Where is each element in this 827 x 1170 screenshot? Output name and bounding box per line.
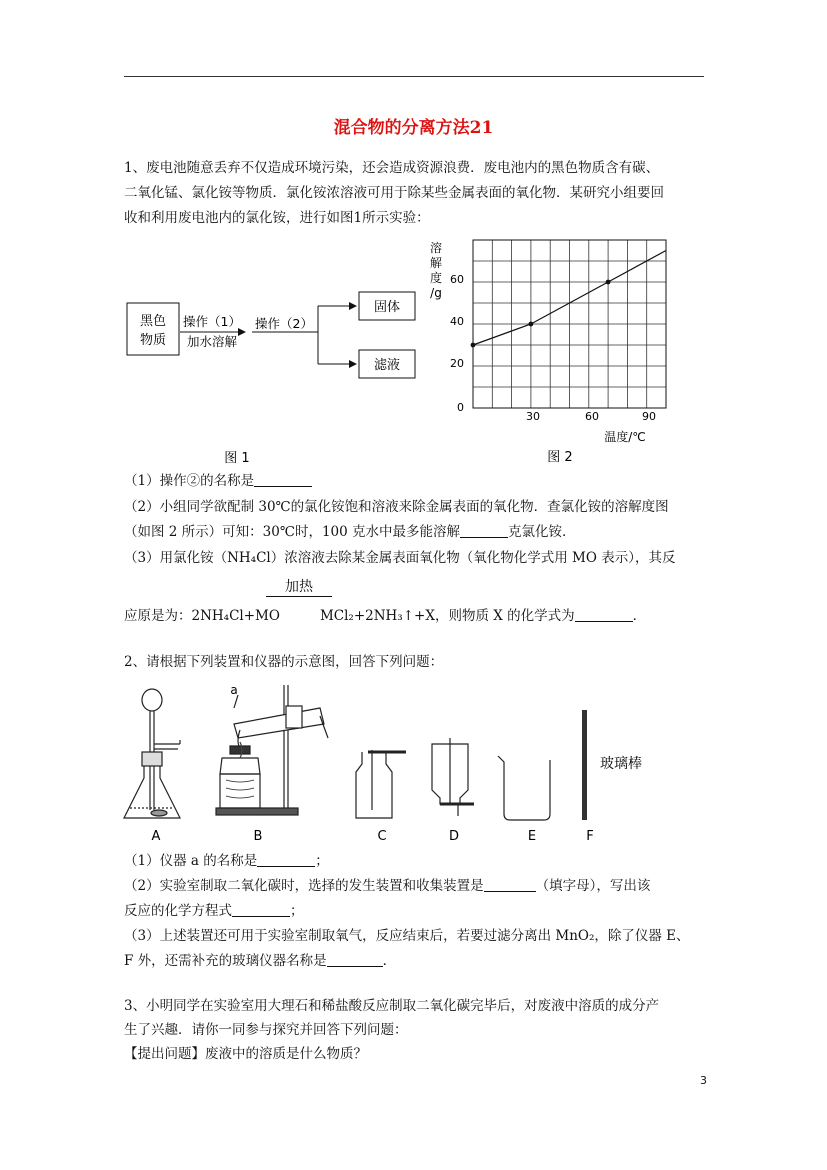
q2-sub1-text: （1）仪器 a 的名称是: [124, 853, 258, 869]
q1-sub3-line2: [124, 606, 646, 626]
answer-blank[interactable]: [327, 952, 383, 967]
label-b-letter: B: [253, 829, 263, 844]
q2-sub2-text-b: （填字母），写出该: [535, 878, 651, 894]
q3-line-2: 生了兴趣．请你一同参与探究并回答下列问题：: [124, 1022, 408, 1038]
q2-sub2-line1: [124, 876, 650, 896]
q1-sub2-line1: （2）小组同学欲配制 30℃的氯化铵饱和溶液来除金属表面的氧化物．查氯化铵的溶解度图: [124, 499, 669, 515]
label-f-letter: F: [586, 829, 594, 844]
op2-label: 操作（2）: [255, 316, 313, 331]
q2-sub3-line1: （3）上述装置还可用于实验室制取氧气，反应结束后，若要过滤分离出 MnO₂，除了仪器 E、: [124, 928, 690, 944]
q2-intro: 2、请根据下列装置和仪器的示意图，回答下列问题：: [124, 654, 444, 670]
apparatus-e: [498, 756, 550, 820]
q3-line-1: 3、小明同学在实验室用大理石和稀盐酸反应制取二氧化碳完毕后，对废液中溶质的成分产: [124, 998, 660, 1014]
apparatus-b: [216, 685, 328, 815]
q1-sub1: [124, 471, 312, 491]
apparatus-c: [356, 750, 406, 818]
y-label-char-3: 度: [429, 271, 443, 285]
y-tick-40: 40: [450, 315, 464, 328]
heat-condition: 加热: [266, 578, 332, 597]
y-tick-20: 20: [450, 357, 464, 370]
q1-sub3-line1: （3）用氯化铵（NH₄Cl）浓溶液去除某金属表面氧化物（氧化物化学式用 MO 表示），其反: [124, 550, 676, 566]
answer-blank[interactable]: [232, 902, 290, 917]
y-label-char-1: 溶: [429, 241, 443, 255]
q2-sub2-line2: [124, 901, 304, 921]
answer-blank[interactable]: [257, 852, 315, 867]
x-axis-label: 温度/℃: [604, 430, 646, 444]
op1-label: 操作（1）: [183, 314, 241, 329]
answer-blank[interactable]: [254, 472, 312, 487]
solid-label: 固体: [373, 300, 401, 315]
curve-point: [471, 343, 476, 348]
black-matter-label-2: 物质: [139, 333, 167, 348]
q2-sub2-text-a: （2）实验室制取二氧化碳时，选择的发生装置和收集装置是: [124, 878, 484, 894]
x-tick-30: 30: [526, 410, 540, 423]
q1-sub1-text: （1）操作②的名称是: [124, 473, 255, 489]
curve-point: [529, 322, 534, 327]
q1-sub2-text-a: （如图 2 所示）可知：30℃时，100 克水中最多能溶解: [124, 524, 461, 540]
page-number: 3: [700, 1074, 707, 1087]
q3-line-3: 【提出问题】废液中的溶质是什么物质？: [124, 1046, 367, 1062]
answer-blank[interactable]: [484, 877, 536, 892]
flow-diagram: [120, 280, 420, 470]
label-c-letter: C: [377, 829, 387, 844]
answer-blank[interactable]: [460, 523, 508, 538]
x-tick-60: 60: [585, 410, 599, 423]
q2-sub3-line2: [124, 951, 396, 971]
q2-sub2-end: ；: [290, 903, 304, 919]
y-tick-0: 0: [457, 401, 464, 414]
x-tick-90: 90: [642, 410, 656, 423]
q2-sub2-text-c: 反应的化学方程式: [124, 903, 232, 919]
label-a-letter: A: [151, 829, 161, 844]
label-e-letter: E: [527, 829, 537, 844]
q1-intro-line-2: 二氧化锰、氯化铵等物质．氯化铵浓溶液可用于除某些金属表面的氧化物．某研究小组要回: [124, 185, 664, 201]
apparatus-a: [124, 689, 180, 818]
q1-intro-line-1: 1、废电池随意丢弃不仅造成环境污染，还会造成资源浪费．废电池内的黑色物质含有碳、: [124, 160, 660, 176]
filtrate-label: 滤液: [373, 358, 401, 373]
q1-sub3-text-a: 应原是为：2NH₄Cl+MO: [124, 608, 280, 624]
answer-blank[interactable]: [575, 607, 633, 622]
solubility-graph: [420, 234, 680, 474]
figure-1-caption: 图 1: [224, 451, 250, 466]
curve-points: [471, 280, 611, 348]
label-d-letter: D: [448, 829, 460, 844]
page-title: 混合物的分离方法21: [333, 118, 494, 138]
instrument-a-label: a: [230, 683, 238, 697]
q2-sub3-text: F 外，还需补充的玻璃仪器名称是: [124, 953, 327, 969]
glass-rod-label: 玻璃棒: [600, 756, 642, 772]
q2-sub1: [124, 851, 329, 871]
q2-sub1-end: ；: [315, 853, 329, 869]
glass-rod: [582, 710, 587, 820]
header-rule: [124, 76, 704, 77]
q1-intro-line-3: 收和利用废电池内的氯化铵，进行如图1所示实验：: [124, 210, 430, 226]
q1-sub3-text-b: MCl₂+2NH₃↑+X，则物质 X 的化学式为: [319, 608, 575, 624]
q1-sub2-line2: [124, 522, 576, 542]
q2-sub3-end: ．: [382, 953, 397, 969]
y-label-char-4: /g: [430, 286, 442, 300]
black-matter-label-1: 黑色: [139, 314, 167, 329]
apparatus-figure: [110, 680, 710, 850]
curve-point: [606, 280, 611, 285]
apparatus-d: [432, 738, 474, 816]
q1-sub2-text-b: 克氯化铵．: [508, 524, 576, 540]
y-tick-60: 60: [450, 273, 464, 286]
graph-grid: [473, 240, 666, 408]
figure-2-caption: 图 2: [547, 450, 573, 465]
op1-sub-label: 加水溶解: [186, 334, 238, 349]
y-label-char-2: 解: [429, 256, 443, 270]
period: ．: [632, 608, 647, 624]
